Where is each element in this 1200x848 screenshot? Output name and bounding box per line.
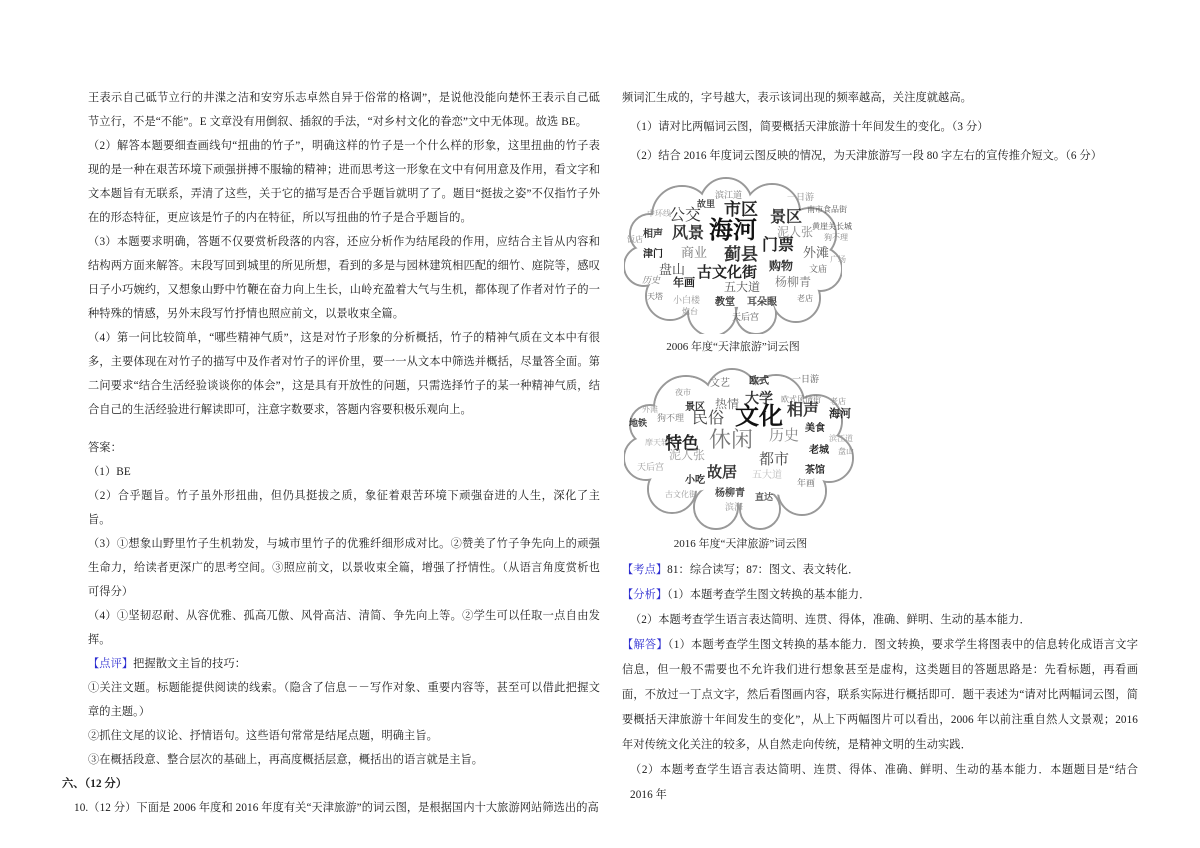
analysis-sub2-paragraph: （2）本题考查学生语言表达简明、连贯、得体，准确、鲜明、生动的基本能力． — [630, 614, 1031, 626]
solution-sub2-paragraph: （2）本题考查学生语言表达简明、连贯、得体、准确、鲜明、生动的基本能力．本题题目是“结合 2016 年 — [630, 764, 1138, 801]
cloud-word: 津门 — [643, 249, 663, 260]
cloud-word: 狗不理 — [824, 233, 848, 242]
cloud-word: 盘山 — [838, 447, 854, 456]
cloud-word: 南市食品街 — [807, 205, 847, 214]
cloud-word: 商业 — [681, 245, 708, 260]
cloud-word: 特色 — [665, 434, 699, 453]
marker-label: 【解答】 — [622, 639, 668, 651]
cloud-word: 一日游 — [787, 192, 815, 202]
question-10-intro: 10.（12 分）下面是 2006 年度和 2016 年度有关“天津旅游”的词云图，是根据国内十大旅游网站筛选出的高 — [74, 802, 599, 814]
question-block — [622, 86, 1138, 168]
cloud-word: 五大道 — [752, 470, 782, 481]
question-10-sub1: （1）请对比两幅词云图，简要概括天津旅游十年间发生的变化。（3 分） — [630, 121, 989, 133]
cloud-word: 中环线 — [647, 209, 671, 218]
wordcloud-2016-image — [624, 363, 857, 531]
cloud-word: 小白楼 — [673, 295, 701, 305]
cloud-word: 茶馆 — [805, 465, 825, 476]
cloud-word: 海河 — [829, 408, 851, 420]
cloud-word: 年画 — [673, 277, 695, 289]
cloud-word: 一日游 — [792, 374, 820, 384]
cloud-word: 外滩 — [642, 405, 658, 414]
answer-line-4: （4）①坚韧忍耐、从容优雅、孤高兀傲、风骨高洁、清简、争先向上等。②学生可以任取一点自由发挥。 — [88, 610, 600, 646]
cloud-word: 欧式 — [749, 376, 769, 387]
cloud-word: 美食 — [805, 423, 825, 434]
wordcloud-2006-image — [624, 174, 852, 334]
cloud-word: 杨柳青 — [715, 488, 745, 499]
marker-label: 【考点】 — [622, 564, 668, 576]
cloud-word: 文艺 — [710, 378, 730, 389]
cloud-word: 都市 — [759, 452, 790, 468]
cloud-word: 年画 — [797, 478, 816, 488]
cloud-word: 老城 — [809, 445, 829, 456]
cloud-word: 摩天轮 — [645, 438, 669, 447]
cloud-word: 大学 — [745, 392, 773, 407]
cloud-word: 景区 — [770, 209, 803, 226]
answer-line-2: （2）合乎题旨。竹子虽外形扭曲，但仍具挺拔之质，象征着艰苦环境下顽强奋进的人生，深化了主旨。 — [88, 490, 600, 526]
exam-point-paragraph: 【考点】81：综合读写；87：图文、表文转化． — [622, 564, 860, 576]
cloud-word: 历史 — [769, 428, 800, 444]
cloud-word: 休闲 — [709, 427, 754, 452]
cloud-word: 历史 — [642, 275, 661, 285]
cloud-word: 狗不理 — [657, 413, 685, 423]
cloud-word: 相声 — [787, 402, 820, 419]
cloud-word: 炮台 — [682, 307, 698, 316]
cloud-word: 欧式风情街 — [781, 395, 821, 404]
cloud-word: 天后宫 — [637, 462, 665, 472]
analysis-q2-paragraph: （2）解答本题要细查画线句“扭曲的竹子”，明确这样的竹子是一个什么样的形象，这里扭曲的竹子表现的是一种在艰苦环境下顽强拼搏不服输的精神；进而思考这一形象在文中有何用意及作用，看文字和文本题旨有无联系，弄清了这些，关于它的描写是否合乎题旨就明了了。题目“挺拔之姿”不仅指竹子外在的形态特征，更应该是竹子的内在特征，所以写扭曲的竹子是合乎题旨的。 — [88, 140, 600, 224]
cloud-word: 风景 — [672, 225, 705, 242]
explanation-block — [622, 558, 1138, 808]
cloud-word: 盘山 — [659, 262, 686, 277]
cloud-word: 五大道 — [724, 280, 761, 294]
cloud-word: 夜市 — [675, 388, 691, 397]
comment-paragraph: 【点评】把握散文主旨的技巧： — [88, 658, 247, 670]
cloud-word: 教堂 — [715, 297, 735, 308]
cloud-word: 滨江道 — [829, 434, 853, 443]
cloud-word: 广场 — [830, 255, 846, 264]
cloud-word: 门票 — [762, 237, 795, 254]
cloud-word: 外滩 — [803, 245, 830, 260]
left-column — [62, 86, 600, 820]
question-10-intro-continued: 频词汇生成的，字号越大，表示该词出现的频率越高，关注度就越高。 — [622, 92, 972, 104]
analysis-marker-paragraph: 【分析】（1）本题考查学生图文转换的基本能力． — [622, 589, 871, 601]
wordcloud-figure-2006 — [624, 174, 1138, 357]
cloud-word: 小吃 — [685, 475, 705, 486]
cloud-word: 黄崖关长城 — [812, 222, 852, 231]
comment-tip-3: ③在概括段意、整合层次的基础上，再高度概括层意，概括出的语言就是主旨。 — [88, 754, 484, 766]
cloud-word: 老店 — [830, 397, 846, 406]
analysis-choice-paragraph: 王表示自己砥节立行的井渫之洁和安穷乐志卓然自异于俗常的格调”，是说他没能向楚怀王表示自己砥节立行，不是“不能”。E 文章没有用倒叙、插叙的手法，“对乡村文化的眷恋”文中无体现。故选 BE。 — [88, 92, 600, 128]
cloud-word: 杨柳青 — [775, 275, 812, 289]
wordcloud-2006-caption: 2006 年度“天津旅游”词云图 — [666, 341, 800, 353]
cloud-word: 泥人张 — [669, 448, 706, 462]
cloud-word: 市区 — [724, 200, 758, 219]
cloud-word: 天后宫 — [732, 312, 760, 322]
answer-line-1: （1）BE — [88, 466, 131, 478]
marker-label: 【点评】 — [88, 658, 134, 670]
answer-line-3: （3）①想象山野里竹子生机勃发，与城市里竹子的优雅纤细形成对比。②赞美了竹子争先向上的顽强生命力，给读者更深广的思考空间。③照应前文，以景收束全篇，增强了抒情性。（从语言角度赏析也可得分） — [88, 538, 600, 598]
answer-heading: 答案： — [88, 442, 122, 454]
comment-tip-2: ②抓住文尾的议论、抒情语句。这些语句常常是结尾点题，明确主旨。 — [88, 730, 438, 742]
cloud-word: 直达 — [755, 492, 774, 502]
section-header: 六、（12 分） — [62, 778, 128, 790]
analysis-q4-paragraph: （4）第一问比较简单，“哪些精神气质”，这是对竹子形象的分析概括，竹子的精神气质在文本中有很多，主要体现在对竹子的描写中及作者对竹子的评价里，要一一从文本中筛选并概括，尽量答全面。第二问要求“结合生活经验谈谈你的体会”，这是具有开放性的问题，只需选择竹子的某一种精神气质，结合自己的生活经验进行解读即可，注意字数要求，答题内容要积极乐观向上。 — [88, 332, 600, 416]
cloud-word: 海河 — [709, 218, 757, 244]
cloud-word: 滨海 — [725, 502, 744, 512]
marker-label: 【分析】 — [622, 589, 668, 601]
cloud-word: 地铁 — [629, 418, 648, 428]
cloud-word: 饭店 — [627, 235, 643, 244]
wordcloud-figure-2016 — [624, 363, 1138, 554]
cloud-word: 耳朵眼 — [747, 297, 777, 308]
comment-tip-1: ①关注文题。标题能提供阅读的线索。（隐含了信息－－写作对象、重要内容等，甚至可以借此把握文章的主题。） — [88, 682, 600, 718]
cloud-word: 景区 — [685, 402, 705, 413]
cloud-word: 天塔 — [647, 292, 663, 301]
cloud-word: 公交 — [669, 207, 702, 224]
cloud-word: 文化 — [735, 404, 783, 430]
cloud-word: 古文化街 — [697, 265, 758, 281]
wordcloud-2016-caption: 2016 年度“天津旅游”词云图 — [673, 538, 808, 550]
cloud-word: 老店 — [797, 294, 813, 303]
analysis-q3-paragraph: （3）本题要求明确，答题不仅要赏析段落的内容，还应分析作为结尾段的作用，应结合主旨从内容和结构两方面来解答。末段写回到城里的所见所想，看到的多是与园林建筑相匹配的细竹、庭院等，感叹日子小巧婉约，又想象山野中竹鞭在奋力向上生长，山岭充盈着大气与生机，都体现了作者对竹子的一种特殊的情感，另外末段写竹抒情也照应前文，以景收束全篇。 — [88, 236, 600, 320]
cloud-word: 民俗 — [692, 410, 725, 427]
cloud-word: 泥人张 — [777, 225, 814, 239]
cloud-word: 购物 — [769, 259, 794, 273]
cloud-word: 蓟县 — [724, 245, 758, 264]
cloud-word: 相声 — [643, 229, 663, 240]
cloud-word: 故居 — [707, 465, 738, 481]
right-column — [622, 86, 1138, 808]
cloud-word: 古文化街 — [665, 490, 697, 499]
question-10-sub2: （2）结合 2016 年度词云图反映的情况，为天津旅游写一段 80 字左右的宣传推介短文。（6 分） — [630, 150, 1103, 162]
cloud-word: 热情 — [715, 397, 740, 411]
solution-paragraph: 【解答】（1）本题考查学生图文转换的基本能力．图文转换，要求学生将图表中的信息转化成语言文字信息，但一般不需要也不允许我们进行想象甚至是虚构，这类题目的答题思路是：先看标题，再看画面，不放过一丁点文字，然后看图画内容，联系实际进行概括即可．题干表述为“请对比两幅词云图，简要概括天津旅游十年间发生的变化”，从上下两幅图片可以看出，2006 年以前注重自然人文景观；2016 年对传统文化关注的较多，从自然走向传统，是精神文明的生动实践． — [622, 639, 1138, 751]
cloud-word: 故里 — [697, 199, 716, 209]
cloud-word: 滨江道 — [715, 190, 743, 200]
cloud-word: 文庙 — [809, 264, 828, 274]
